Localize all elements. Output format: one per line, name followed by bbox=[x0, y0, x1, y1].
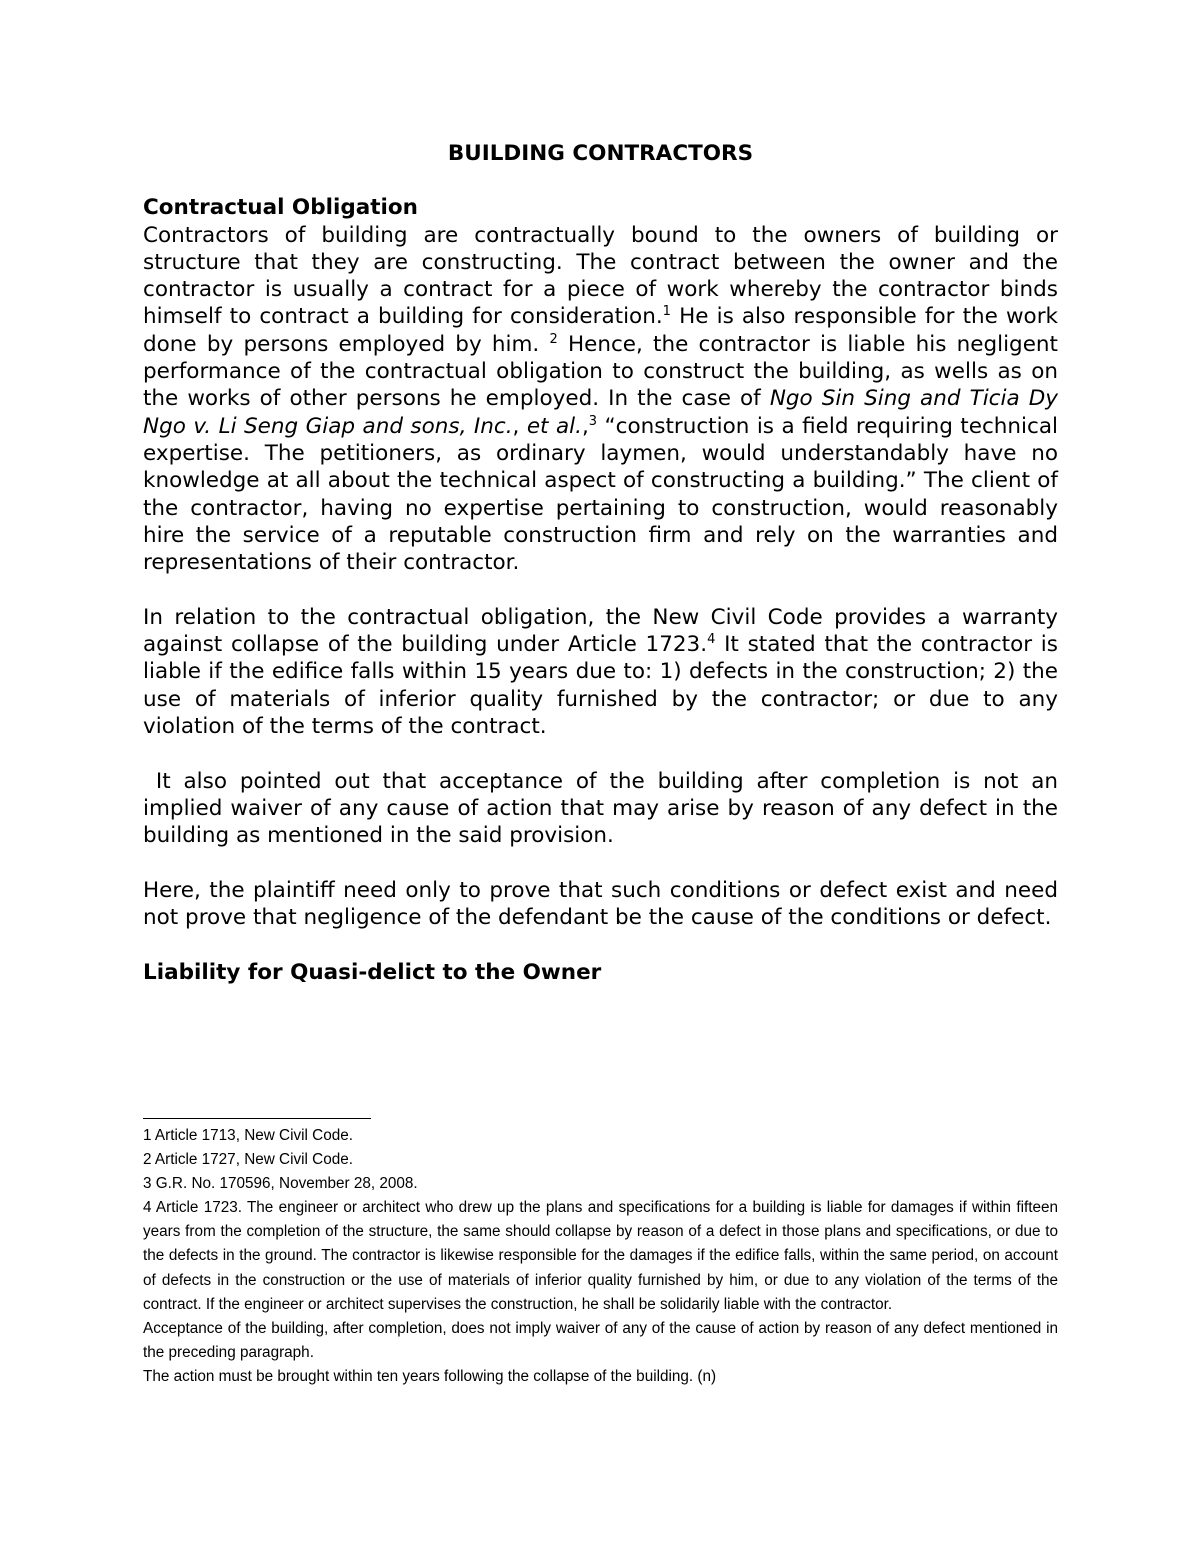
paragraph-1-text: , bbox=[512, 413, 527, 439]
footnotes bbox=[143, 1124, 1058, 1389]
footnote-4: 4 Article 1723. The engineer or architect who drew up the plans and specifications for a building is liable for damages if within fifteen years from the completion of the structure, the same should collapse by reason of a defect in those plans and specifications, or due to the defects in the ground. The contractor is likewise responsible for the damages if the edifice falls, within the same period, on account of defects in the construction or the use of materials of inferior quality furnished by him, or due to any violation of the terms of the contract. If the engineer or architect supervises the construction, he shall be solidarily liable with the contractor. bbox=[143, 1199, 1058, 1313]
paragraph-2 bbox=[143, 604, 1058, 740]
paragraph-1-text: He is also responsible for the work done by persons employed by him. bbox=[143, 304, 1058, 357]
paragraph-4: Here, the plaintiff need only to prove that such conditions or defect exist and need not prove that negligence of the defendant be the cause of the conditions or defect. bbox=[143, 877, 1058, 931]
section-heading-quasi-delict: Liability for Quasi-delict to the Owner bbox=[143, 959, 602, 985]
paragraph-1-text: Contractors of building are contractually bound to the owners of building or structure that they are constructing. The contract between the owner and the contractor is usually a contract for a piece of work whereby the contractor binds himself to contract a building for consideration. bbox=[143, 222, 1058, 330]
document-title: BUILDING CONTRACTORS bbox=[447, 141, 754, 166]
footnote-ref-1[interactable]: 1 bbox=[662, 304, 671, 320]
paragraph-2-text: In relation to the contractual obligation, the New Civil Code provides a warranty against collapse of the building under Article 1723. bbox=[143, 604, 1058, 658]
document-body bbox=[143, 140, 1065, 986]
paragraph-1 bbox=[143, 222, 1058, 577]
footnote-ref-2[interactable]: 2 bbox=[549, 331, 558, 347]
paragraph-3: It also pointed out that acceptance of the building after completion is not an implied waiver of any cause of action that may arise by reason of any defect in the building as mentioned in the said provision. bbox=[143, 768, 1065, 849]
footnote-ref-3[interactable]: 3 bbox=[588, 413, 598, 429]
footnote-1: 1 Article 1713, New Civil Code. bbox=[143, 1127, 354, 1144]
footnote-2: 2 Article 1727, New Civil Code. bbox=[143, 1151, 354, 1169]
footnote-ref-4[interactable]: 4 bbox=[707, 632, 716, 648]
footnote-4-continued: Acceptance of the building, after completion, does not imply waiver of any of the cause of action by reason of any defect mentioned in the preceding paragraph. bbox=[143, 1319, 1058, 1361]
paragraph-1-text: “construction is a field requiring technical expertise. The petitioners, as ordinary laymen, would understandably have no knowledge at all about the technical aspect of constructing a building.” The client of the contractor, having no expertise pertaining to construction, would reasonably hire the service of a reputable construction firm and rely on the warranties and representations of their contractor. bbox=[143, 413, 1058, 576]
footnote-separator bbox=[143, 1118, 371, 1119]
paragraph-1-text: , bbox=[581, 413, 589, 439]
footnote-4-final: The action must be brought within ten years following the collapse of the building. (n) bbox=[143, 1367, 717, 1385]
paragraph-2-text: It stated that the contractor is liable if the edifice falls within 15 years due to: 1) defects in the construction; 2) the use of materials of inferior quality furnished by the contractor; or due to any violation of the terms of the contract. bbox=[143, 632, 1058, 739]
et-al: et al. bbox=[526, 413, 582, 439]
case-name: Ngo Sin Sing and Ticia Dy Ngo v. Li Seng Giap and sons, Inc. bbox=[143, 386, 1058, 439]
paragraph-1-text: Hence, the contractor is liable his negligent performance of the contractual obligation to construct the building, as wells as on the works of other persons he employed. In the case of bbox=[143, 331, 1058, 412]
footnote-3: 3 G.R. No. 170596, November 28, 2008. bbox=[143, 1175, 418, 1193]
section-heading-contractual-obligation: Contractual Obligation bbox=[143, 195, 418, 221]
